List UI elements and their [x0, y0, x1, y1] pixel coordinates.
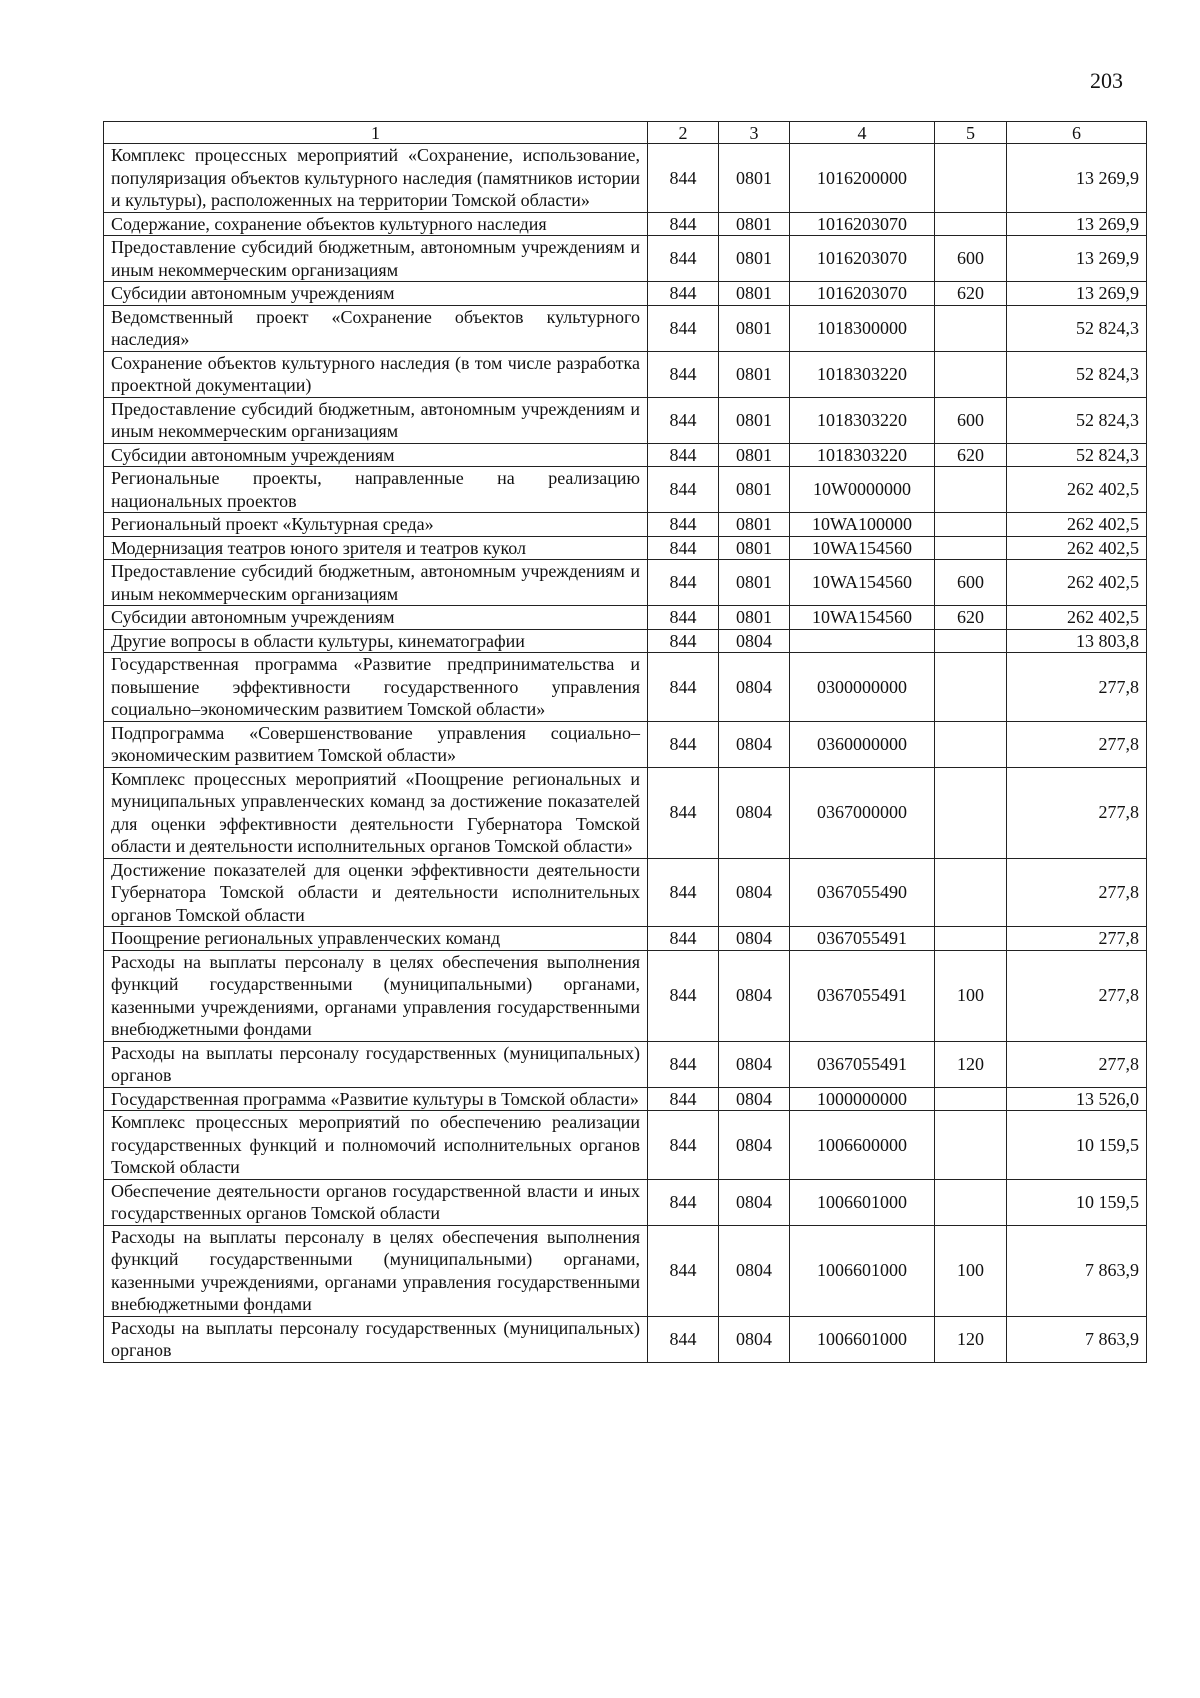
row-grbs-cell: 844	[648, 606, 719, 630]
row-name-cell: Предоставление субсидий бюджетным, автономным учреждениям и иным некоммерческим организациям	[104, 397, 648, 443]
row-csr-cell: 0367055491	[790, 1041, 935, 1087]
column-header: 4	[790, 122, 935, 144]
row-vr-cell: 620	[935, 282, 1007, 306]
row-vr-cell	[935, 467, 1007, 513]
row-amount-cell: 7 863,9	[1007, 1316, 1147, 1362]
row-grbs-cell: 844	[648, 443, 719, 467]
row-vr-cell	[935, 305, 1007, 351]
page-number: 203	[1090, 68, 1123, 93]
table-row	[104, 467, 1147, 513]
row-name-cell: Содержание, сохранение объектов культурного наследия	[104, 212, 648, 236]
table-row	[104, 282, 1147, 306]
table-row	[104, 767, 1147, 858]
row-section-cell: 0804	[719, 1179, 790, 1225]
column-header: 3	[719, 122, 790, 144]
row-grbs-cell: 844	[648, 1087, 719, 1111]
row-section-cell: 0801	[719, 513, 790, 537]
row-amount-cell: 13 526,0	[1007, 1087, 1147, 1111]
row-amount-cell: 262 402,5	[1007, 606, 1147, 630]
row-grbs-cell: 844	[648, 212, 719, 236]
table-row	[104, 927, 1147, 951]
row-section-cell: 0801	[719, 467, 790, 513]
row-csr-cell: 1018300000	[790, 305, 935, 351]
row-section-cell: 0804	[719, 950, 790, 1041]
row-name-cell: Обеспечение деятельности органов государственной власти и иных государственных органов Томской области	[104, 1179, 648, 1225]
table-row	[104, 1179, 1147, 1225]
row-name-cell: Комплекс процессных мероприятий «Поощрение региональных и муниципальных управленческих команд за достижение показателей для оценки эффективности деятельности Губернатора Томской области и деятельности исполнительных органов Томской области»	[104, 767, 648, 858]
row-amount-cell: 277,8	[1007, 950, 1147, 1041]
row-name-cell: Расходы на выплаты персоналу в целях обеспечения выполнения функций государственными (муниципальными) органами, казенными учреждениями, органами управления государственными внебюджетными фондами	[104, 1225, 648, 1316]
row-grbs-cell: 844	[648, 767, 719, 858]
row-vr-cell: 120	[935, 1316, 1007, 1362]
row-csr-cell: 0360000000	[790, 721, 935, 767]
row-section-cell: 0804	[719, 767, 790, 858]
table-row	[104, 212, 1147, 236]
row-amount-cell: 13 803,8	[1007, 629, 1147, 653]
row-vr-cell: 600	[935, 560, 1007, 606]
row-section-cell: 0801	[719, 236, 790, 282]
row-grbs-cell: 844	[648, 653, 719, 722]
row-grbs-cell: 844	[648, 1041, 719, 1087]
row-amount-cell: 7 863,9	[1007, 1225, 1147, 1316]
row-grbs-cell: 844	[648, 629, 719, 653]
row-amount-cell: 52 824,3	[1007, 443, 1147, 467]
table-row	[104, 1087, 1147, 1111]
row-csr-cell: 10WA100000	[790, 513, 935, 537]
row-amount-cell: 10 159,5	[1007, 1179, 1147, 1225]
row-name-cell: Сохранение объектов культурного наследия (в том числе разработка проектной документации)	[104, 351, 648, 397]
table-row	[104, 950, 1147, 1041]
table-row	[104, 653, 1147, 722]
table-row	[104, 443, 1147, 467]
table-row	[104, 236, 1147, 282]
row-name-cell: Субсидии автономным учреждениям	[104, 606, 648, 630]
row-csr-cell: 1006601000	[790, 1225, 935, 1316]
row-amount-cell: 13 269,9	[1007, 144, 1147, 213]
row-grbs-cell: 844	[648, 236, 719, 282]
row-name-cell: Расходы на выплаты персоналу в целях обеспечения выполнения функций государственными (муниципальными) органами, казенными учреждениями, органами управления государственными внебюджетными фондами	[104, 950, 648, 1041]
row-vr-cell	[935, 351, 1007, 397]
row-vr-cell	[935, 212, 1007, 236]
table-row	[104, 560, 1147, 606]
row-csr-cell: 1016200000	[790, 144, 935, 213]
row-section-cell: 0801	[719, 212, 790, 236]
row-name-cell: Предоставление субсидий бюджетным, автономным учреждениям и иным некоммерческим организациям	[104, 560, 648, 606]
table-row	[104, 629, 1147, 653]
row-amount-cell: 52 824,3	[1007, 351, 1147, 397]
row-grbs-cell: 844	[648, 282, 719, 306]
row-csr-cell: 1006601000	[790, 1316, 935, 1362]
row-amount-cell: 277,8	[1007, 1041, 1147, 1087]
table-row	[104, 305, 1147, 351]
row-vr-cell	[935, 536, 1007, 560]
table-row	[104, 351, 1147, 397]
row-name-cell: Государственная программа «Развитие предпринимательства и повышение эффективности государственного управления социально–экономическим развитием Томской области»	[104, 653, 648, 722]
row-section-cell: 0804	[719, 927, 790, 951]
row-vr-cell	[935, 513, 1007, 537]
row-name-cell: Региональные проекты, направленные на реализацию национальных проектов	[104, 467, 648, 513]
row-csr-cell: 0367055491	[790, 950, 935, 1041]
table-row	[104, 1225, 1147, 1316]
row-amount-cell: 262 402,5	[1007, 467, 1147, 513]
row-name-cell: Ведомственный проект «Сохранение объектов культурного наследия»	[104, 305, 648, 351]
row-grbs-cell: 844	[648, 1225, 719, 1316]
row-section-cell: 0801	[719, 560, 790, 606]
table-row	[104, 513, 1147, 537]
row-amount-cell: 13 269,9	[1007, 236, 1147, 282]
row-grbs-cell: 844	[648, 351, 719, 397]
row-grbs-cell: 844	[648, 536, 719, 560]
table-row	[104, 606, 1147, 630]
row-vr-cell: 600	[935, 397, 1007, 443]
row-section-cell: 0804	[719, 721, 790, 767]
row-vr-cell	[935, 653, 1007, 722]
row-csr-cell: 0367055490	[790, 858, 935, 927]
row-amount-cell: 277,8	[1007, 653, 1147, 722]
row-section-cell: 0801	[719, 443, 790, 467]
row-amount-cell: 262 402,5	[1007, 560, 1147, 606]
row-section-cell: 0801	[719, 144, 790, 213]
row-name-cell: Расходы на выплаты персоналу государственных (муниципальных) органов	[104, 1041, 648, 1087]
row-section-cell: 0804	[719, 1111, 790, 1180]
row-vr-cell	[935, 927, 1007, 951]
row-grbs-cell: 844	[648, 467, 719, 513]
table-row	[104, 721, 1147, 767]
table-body	[104, 144, 1147, 1363]
row-csr-cell: 1018303220	[790, 397, 935, 443]
row-vr-cell	[935, 721, 1007, 767]
row-csr-cell: 10WA154560	[790, 606, 935, 630]
row-vr-cell: 620	[935, 443, 1007, 467]
row-name-cell: Предоставление субсидий бюджетным, автономным учреждениям и иным некоммерческим организациям	[104, 236, 648, 282]
row-amount-cell: 10 159,5	[1007, 1111, 1147, 1180]
row-section-cell: 0804	[719, 858, 790, 927]
row-vr-cell: 100	[935, 1225, 1007, 1316]
row-section-cell: 0804	[719, 1041, 790, 1087]
row-section-cell: 0801	[719, 351, 790, 397]
row-amount-cell: 277,8	[1007, 767, 1147, 858]
row-grbs-cell: 844	[648, 560, 719, 606]
row-csr-cell: 10W0000000	[790, 467, 935, 513]
budget-table	[103, 121, 1147, 1363]
table-row	[104, 536, 1147, 560]
row-name-cell: Региональный проект «Культурная среда»	[104, 513, 648, 537]
row-vr-cell: 100	[935, 950, 1007, 1041]
row-csr-cell: 0367055491	[790, 927, 935, 951]
row-name-cell: Комплекс процессных мероприятий «Сохранение, использование, популяризация объектов культурного наследия (памятников истории и культуры), расположенных на территории Томской области»	[104, 144, 648, 213]
table-row	[104, 1316, 1147, 1362]
row-csr-cell: 1016203070	[790, 282, 935, 306]
row-vr-cell: 620	[935, 606, 1007, 630]
row-grbs-cell: 844	[648, 513, 719, 537]
row-amount-cell: 277,8	[1007, 858, 1147, 927]
row-vr-cell	[935, 1111, 1007, 1180]
row-grbs-cell: 844	[648, 721, 719, 767]
table-row	[104, 1111, 1147, 1180]
row-grbs-cell: 844	[648, 144, 719, 213]
row-vr-cell	[935, 1179, 1007, 1225]
table-header-row	[104, 122, 1147, 144]
table-row	[104, 397, 1147, 443]
row-section-cell: 0804	[719, 1225, 790, 1316]
row-section-cell: 0804	[719, 653, 790, 722]
table-row	[104, 144, 1147, 213]
row-grbs-cell: 844	[648, 1111, 719, 1180]
row-amount-cell: 277,8	[1007, 721, 1147, 767]
row-name-cell: Модернизация театров юного зрителя и театров кукол	[104, 536, 648, 560]
row-vr-cell	[935, 1087, 1007, 1111]
column-header: 5	[935, 122, 1007, 144]
row-grbs-cell: 844	[648, 858, 719, 927]
row-name-cell: Субсидии автономным учреждениям	[104, 282, 648, 306]
row-grbs-cell: 844	[648, 305, 719, 351]
row-vr-cell	[935, 858, 1007, 927]
row-vr-cell: 120	[935, 1041, 1007, 1087]
row-section-cell: 0801	[719, 282, 790, 306]
column-header: 2	[648, 122, 719, 144]
row-csr-cell: 10WA154560	[790, 536, 935, 560]
table-row	[104, 858, 1147, 927]
row-csr-cell: 1018303220	[790, 351, 935, 397]
row-csr-cell: 1000000000	[790, 1087, 935, 1111]
row-amount-cell: 52 824,3	[1007, 305, 1147, 351]
row-amount-cell: 262 402,5	[1007, 513, 1147, 537]
row-csr-cell: 1018303220	[790, 443, 935, 467]
row-name-cell: Другие вопросы в области культуры, кинематографии	[104, 629, 648, 653]
column-header: 6	[1007, 122, 1147, 144]
row-grbs-cell: 844	[648, 950, 719, 1041]
row-vr-cell	[935, 144, 1007, 213]
row-name-cell: Субсидии автономным учреждениям	[104, 443, 648, 467]
table-row	[104, 1041, 1147, 1087]
row-section-cell: 0801	[719, 606, 790, 630]
row-grbs-cell: 844	[648, 397, 719, 443]
row-grbs-cell: 844	[648, 1316, 719, 1362]
row-grbs-cell: 844	[648, 927, 719, 951]
row-vr-cell	[935, 767, 1007, 858]
row-amount-cell: 277,8	[1007, 927, 1147, 951]
row-csr-cell: 1016203070	[790, 212, 935, 236]
row-amount-cell: 52 824,3	[1007, 397, 1147, 443]
row-section-cell: 0804	[719, 1316, 790, 1362]
row-vr-cell: 600	[935, 236, 1007, 282]
row-name-cell: Расходы на выплаты персоналу государственных (муниципальных) органов	[104, 1316, 648, 1362]
row-name-cell: Поощрение региональных управленческих команд	[104, 927, 648, 951]
column-header: 1	[104, 122, 648, 144]
row-name-cell: Государственная программа «Развитие культуры в Томской области»	[104, 1087, 648, 1111]
row-section-cell: 0801	[719, 397, 790, 443]
row-name-cell: Комплекс процессных мероприятий по обеспечению реализации государственных функций и полномочий исполнительных органов Томской области	[104, 1111, 648, 1180]
row-amount-cell: 13 269,9	[1007, 212, 1147, 236]
row-section-cell: 0801	[719, 536, 790, 560]
row-csr-cell: 1016203070	[790, 236, 935, 282]
row-csr-cell: 1006600000	[790, 1111, 935, 1180]
row-name-cell: Подпрограмма «Совершенствование управления социально–экономическим развитием Томской области»	[104, 721, 648, 767]
row-vr-cell	[935, 629, 1007, 653]
row-csr-cell: 0367000000	[790, 767, 935, 858]
row-csr-cell: 10WA154560	[790, 560, 935, 606]
row-csr-cell: 0300000000	[790, 653, 935, 722]
row-amount-cell: 13 269,9	[1007, 282, 1147, 306]
row-csr-cell: 1006601000	[790, 1179, 935, 1225]
row-amount-cell: 262 402,5	[1007, 536, 1147, 560]
row-section-cell: 0804	[719, 629, 790, 653]
row-csr-cell	[790, 629, 935, 653]
row-section-cell: 0801	[719, 305, 790, 351]
row-name-cell: Достижение показателей для оценки эффективности деятельности Губернатора Томской области и деятельности исполнительных органов Томской области	[104, 858, 648, 927]
row-grbs-cell: 844	[648, 1179, 719, 1225]
row-section-cell: 0804	[719, 1087, 790, 1111]
